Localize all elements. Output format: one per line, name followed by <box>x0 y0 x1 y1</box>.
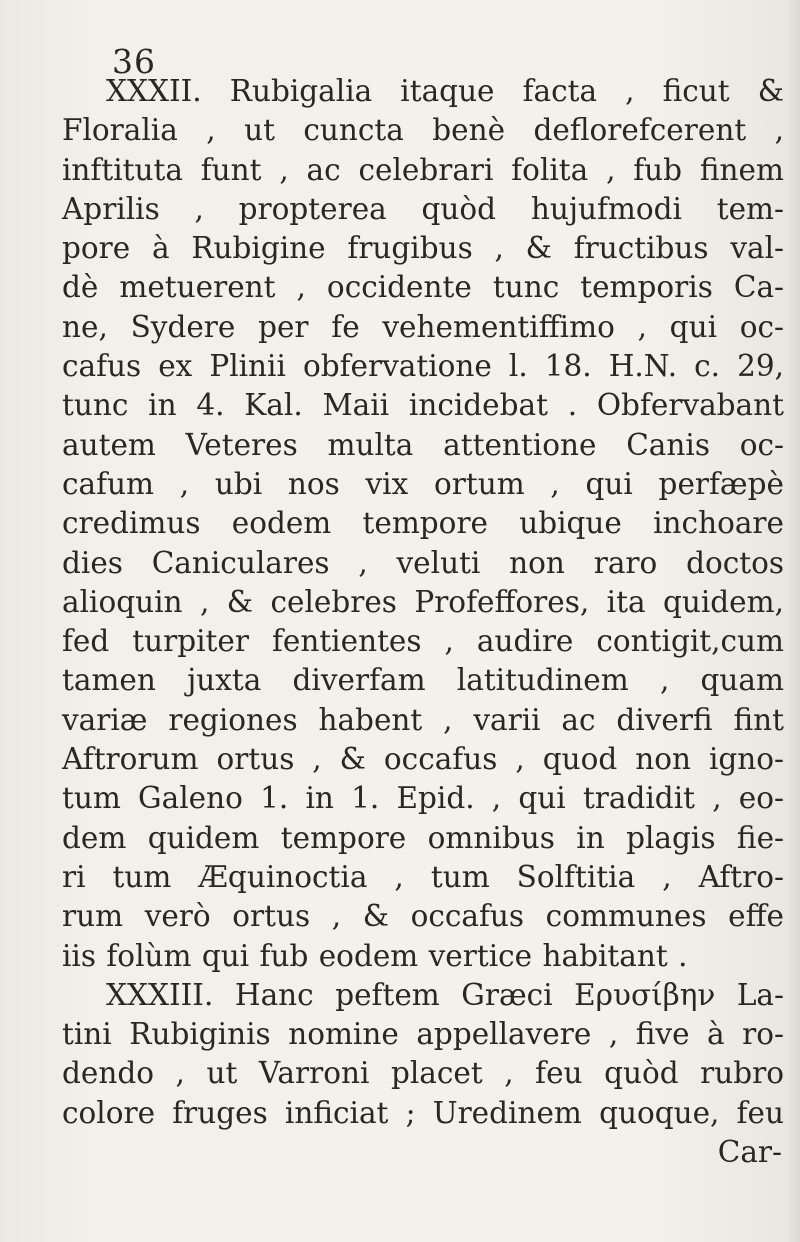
text-line: XXXII. Rubigalia itaque facta , ficut & <box>106 74 784 108</box>
text-line: tum Galeno 1. in 1. Epid. , qui tradidit , eo- <box>62 781 784 816</box>
text-line: dem quidem tempore omnibus in plagis fie- <box>62 820 784 855</box>
text-line: iis folùm qui fub eodem vertice habitant . <box>62 938 688 973</box>
text-line: XXXIII. Hanc peftem Græci Ερυσίβην La- <box>106 977 784 1012</box>
text-line: fed turpiter fentientes , audire contigit,cum <box>62 624 784 659</box>
text-line: tunc in 4. Kal. Maii incidebat . Obfervabant <box>62 388 784 423</box>
text-line: inftituta funt , ac celebrari folita , fub finem <box>62 152 784 187</box>
text-line: Floralia , ut cuncta benè deflorefcerent , <box>62 113 784 148</box>
text-line: rum verò ortus , & occafus communes effe <box>62 899 784 934</box>
text-line: ne, Sydere per fe vehementiffimo , qui oc- <box>62 309 784 344</box>
text-line: autem Veteres multa attentione Canis oc- <box>62 427 784 462</box>
text-line: alioquin , & celebres Profeffores, ita quidem, <box>62 584 784 619</box>
text-line: pore à Rubigine frugibus , & fructibus val- <box>62 231 784 266</box>
page-number: 36 <box>112 42 156 81</box>
text-line: Aftrorum ortus , & occafus , quod non igno- <box>62 742 784 777</box>
text-line: credimus eodem tempore ubique inchoare <box>62 506 784 541</box>
text-line: cafum , ubi nos vix ortum , qui perfæpè <box>62 466 784 501</box>
text-line: Aprilis , propterea quòd hujufmodi tem- <box>62 191 784 226</box>
catchword: Car- <box>717 1135 782 1170</box>
text-line: tamen juxta diverfam latitudinem , quam <box>62 663 784 698</box>
body-text <box>62 72 784 1172</box>
text-line: dies Caniculares , veluti non raro doctos <box>62 545 784 580</box>
text-line: dendo , ut Varroni placet , feu quòd rubro <box>62 1056 784 1091</box>
text-line: dè metuerent , occidente tunc temporis Ca- <box>62 270 784 305</box>
text-line: variæ regiones habent , varii ac diverfi fint <box>62 702 784 737</box>
text-line: ri tum Æquinoctia , tum Solftitia , Aftro- <box>62 859 784 894</box>
page-edge-shadow <box>786 0 800 1242</box>
text-line: cafus ex Plinii obfervatione l. 18. H.N. c. 29, <box>62 349 784 384</box>
text-line: colore fruges inficiat ; Uredinem quoque, feu <box>62 1095 784 1130</box>
text-line: tini Rubiginis nomine appellavere , five à ro- <box>62 1017 784 1052</box>
